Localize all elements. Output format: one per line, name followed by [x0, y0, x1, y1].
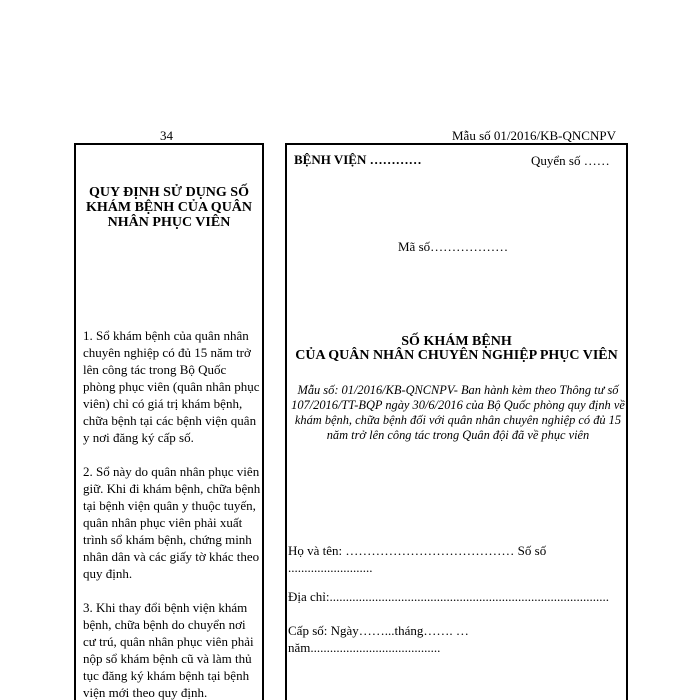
document-title	[287, 335, 626, 363]
name-field: Họ và tên: ………………………………… Số số ..........................	[288, 543, 547, 575]
rule-item: 3. Khi thay đổi bệnh viện khám bệnh, chữa bệnh do chuyển nơi cư trú, quân nhân phục viên phải nộp sổ khám bệnh cũ và làm thủ tục đăng ký khám bệnh tại bệnh viện mới theo quy định.	[83, 600, 254, 700]
cover-panel	[285, 143, 628, 700]
page-number: 34	[160, 128, 173, 143]
issue-date-field: Cấp số: Ngày……...tháng……. …năm........................................	[288, 623, 469, 655]
rules-title: QUY ĐỊNH SỬ DỤNG SỐ KHÁM BỆNH CỦA QUÂN NHÂN PHỤC VIÊN	[85, 185, 253, 230]
title-line-2: CỦA QUÂN NHÂN CHUYÊN NGHIỆP PHỤC VIÊN	[295, 348, 618, 363]
form-code: Mẫu số 01/2016/KB-QNCNPV	[452, 128, 616, 143]
volume-label: Quyển số ……	[531, 153, 610, 168]
rules-panel	[74, 143, 264, 700]
rule-item: 1. Sổ khám bệnh của quân nhân chuyên nghiệp có đủ 15 năm trở lên công tác trong Bộ Quốc phòng phục viên (quân nhân phục viên) chỉ có giá trị khám bệnh, chữa bệnh tại các bệnh viện quân y nơi đăng ký cấp số.	[83, 328, 260, 445]
title-line-1: SỐ KHÁM BỆNH	[401, 334, 512, 349]
address-field: Địa chỉ:......................................................................................	[288, 589, 610, 604]
code-number: Mã số………………	[398, 239, 509, 254]
rules-list	[83, 327, 261, 700]
hospital-label: BỆNH VIỆN …………	[294, 152, 422, 167]
rule-item: 2. Sổ này do quân nhân phục viên giữ. Khi đi khám bệnh, chữa bệnh tại bệnh viện quân y thuộc tuyến, quân nhân phục viên phải xuất trình sổ khám bệnh, chứng minh nhân dân và các giấy tờ khác theo quy định.	[83, 464, 261, 581]
document-subtitle: Mẫu số: 01/2016/KB-QNCNPV- Ban hành kèm theo Thông tư số 107/2016/TT-BQP ngày 30/6/2016 của Bộ Quốc phòng quy định về khám bệnh, chữa bệnh đối với quân nhân chuyên nghiệp có đủ 15 năm trở lên công tác trong Quân đội đã về phục viên	[291, 383, 625, 442]
